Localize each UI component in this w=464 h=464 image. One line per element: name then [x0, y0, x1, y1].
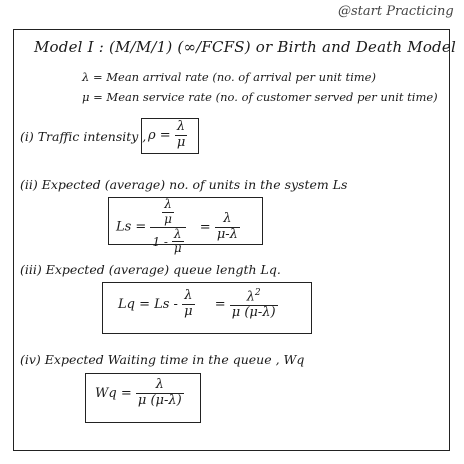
page-title: Model I : (M/M/1) (∞/FCFS) or Birth and Death Model — [34, 38, 456, 56]
ls-formula: Ls = $\frac{\lambda}{\mu}$ 1 - $\frac{\lambda}{\mu}$ = $\frac{\lambda}{\mu-\lambda}$ — [116, 197, 238, 256]
lq-formula: Lq = Ls - $\frac{\lambda}{\mu}$ = $\frac{\lambda^2}{\mu (\mu-\lambda)}$ — [118, 288, 276, 321]
lq-label: (iii) Expected (average) queue length Lq. — [20, 262, 281, 277]
watermark: @start Practicing — [338, 4, 454, 19]
definition-lambda: λ = Mean arrival rate (no. of arrival per unit time) — [82, 70, 376, 84]
wq-formula: Wq = $\frac{\lambda}{\mu (\mu-\lambda)}$ — [95, 377, 182, 408]
wq-label: (iv) Expected Waiting time in the queue , Wq — [20, 352, 305, 367]
ls-label: (ii) Expected (average) no. of units in the system Ls — [20, 177, 348, 192]
definition-mu: μ = Mean service rate (no. of customer served per unit time) — [82, 90, 438, 104]
traffic-intensity-formula: ρ = $\frac{\lambda}{\mu}$ — [148, 119, 186, 150]
traffic-intensity-label: (i) Traffic intensity , — [20, 129, 147, 144]
